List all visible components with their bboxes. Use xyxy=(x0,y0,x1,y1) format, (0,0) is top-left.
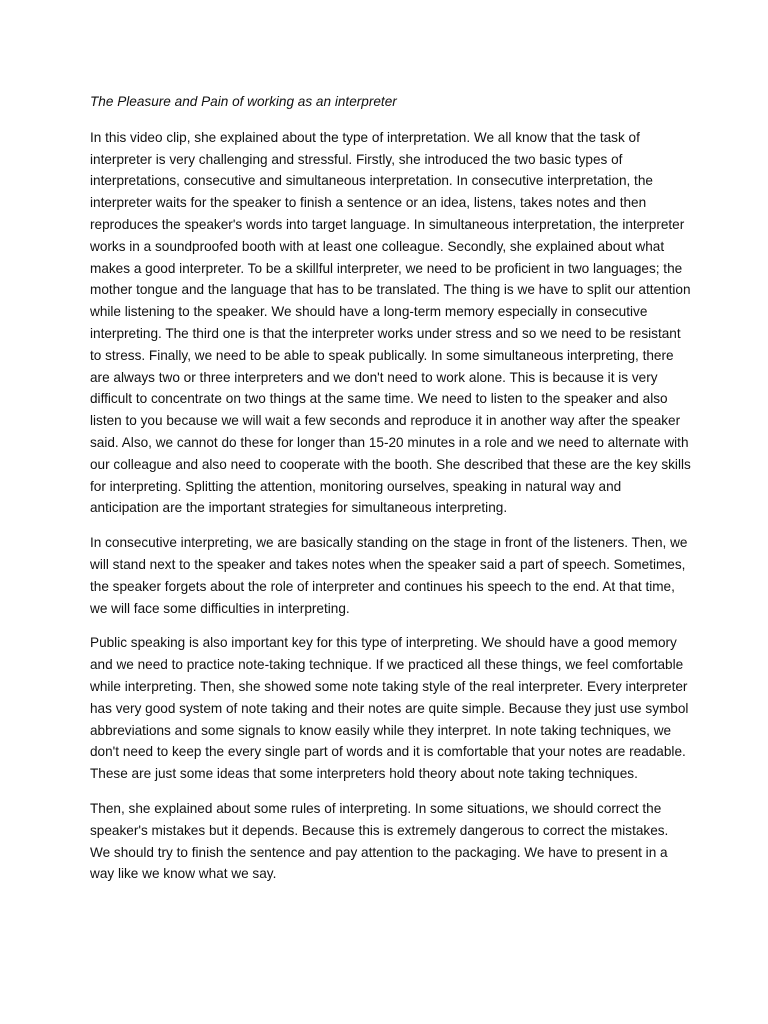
document-title: The Pleasure and Pain of working as an interpreter xyxy=(90,94,397,109)
paragraph-intro: In this video clip, she explained about the type of interpretation. We all know that the task of interpreter is very challenging and stressful. Firstly, she introduced the two basic types of interpretations, consecutive and simultaneous interpretation. In consecutive interpretation, the interpreter waits for the speaker to finish a sentence or an idea, listens, takes notes and then reproduces the speaker's words into target language. In simultaneous interpretation, the interpreter works in a soundproofed booth with at least one colleague. Secondly, she explained about what makes a good interpreter. To be a skillful interpreter, we need to be proficient in two languages; the mother tongue and the language that has to be translated. The thing is we have to split our attention while listening to the speaker. We should have a long-term memory especially in consecutive interpreting. The third one is that the interpreter works under stress and so we need to be resistant to stress. Finally, we need to be able to speak publically. In some simultaneous interpreting, there are always two or three interpreters and we don't need to work alone. This is because it is very difficult to concentrate on two things at the same time. We need to listen to the speaker and also listen to you because we will wait a few seconds and reproduce it in another way after the speaker said. Also, we cannot do these for longer than 15-20 minutes in a role and we need to alternate with our colleague and also need to cooperate with the booth. She described that these are the key skills for interpreting. Splitting the attention, monitoring ourselves, speaking in natural way and anticipation are the important strategies for simultaneous interpreting. xyxy=(90,129,691,516)
paragraph-consecutive: In consecutive interpreting, we are basically standing on the stage in front of the listeners. Then, we will stand next to the speaker and takes notes when the speaker said a part of speech. Sometimes, the speaker forgets about the role of interpreter and continues his speech to the end. At that time, we will face some difficulties in interpreting. xyxy=(90,535,688,616)
document-body xyxy=(90,91,692,898)
paragraph-public-speaking: Public speaking is also important key for this type of interpreting. We should have a good memory and we need to practice note-taking technique. If we practiced all these things, we feel comfortable while interpreting. Then, she showed some note taking style of the real interpreter. Every interpreter has very good system of note taking and their notes are quite simple. Because they just use symbol abbreviations and some signals to know easily while they interpret. In note taking techniques, we don't need to keep the every single part of words and it is comfortable that your notes are readable. These are just some ideas that some interpreters hold theory about note taking techniques. xyxy=(90,635,689,782)
paragraph-rules: Then, she explained about some rules of interpreting. In some situations, we should correct the speaker's mistakes but it depends. Because this is extremely dangerous to correct the mistakes. We should try to finish the sentence and pay attention to the packaging. We have to present in a way like we know what we say. xyxy=(90,800,669,882)
